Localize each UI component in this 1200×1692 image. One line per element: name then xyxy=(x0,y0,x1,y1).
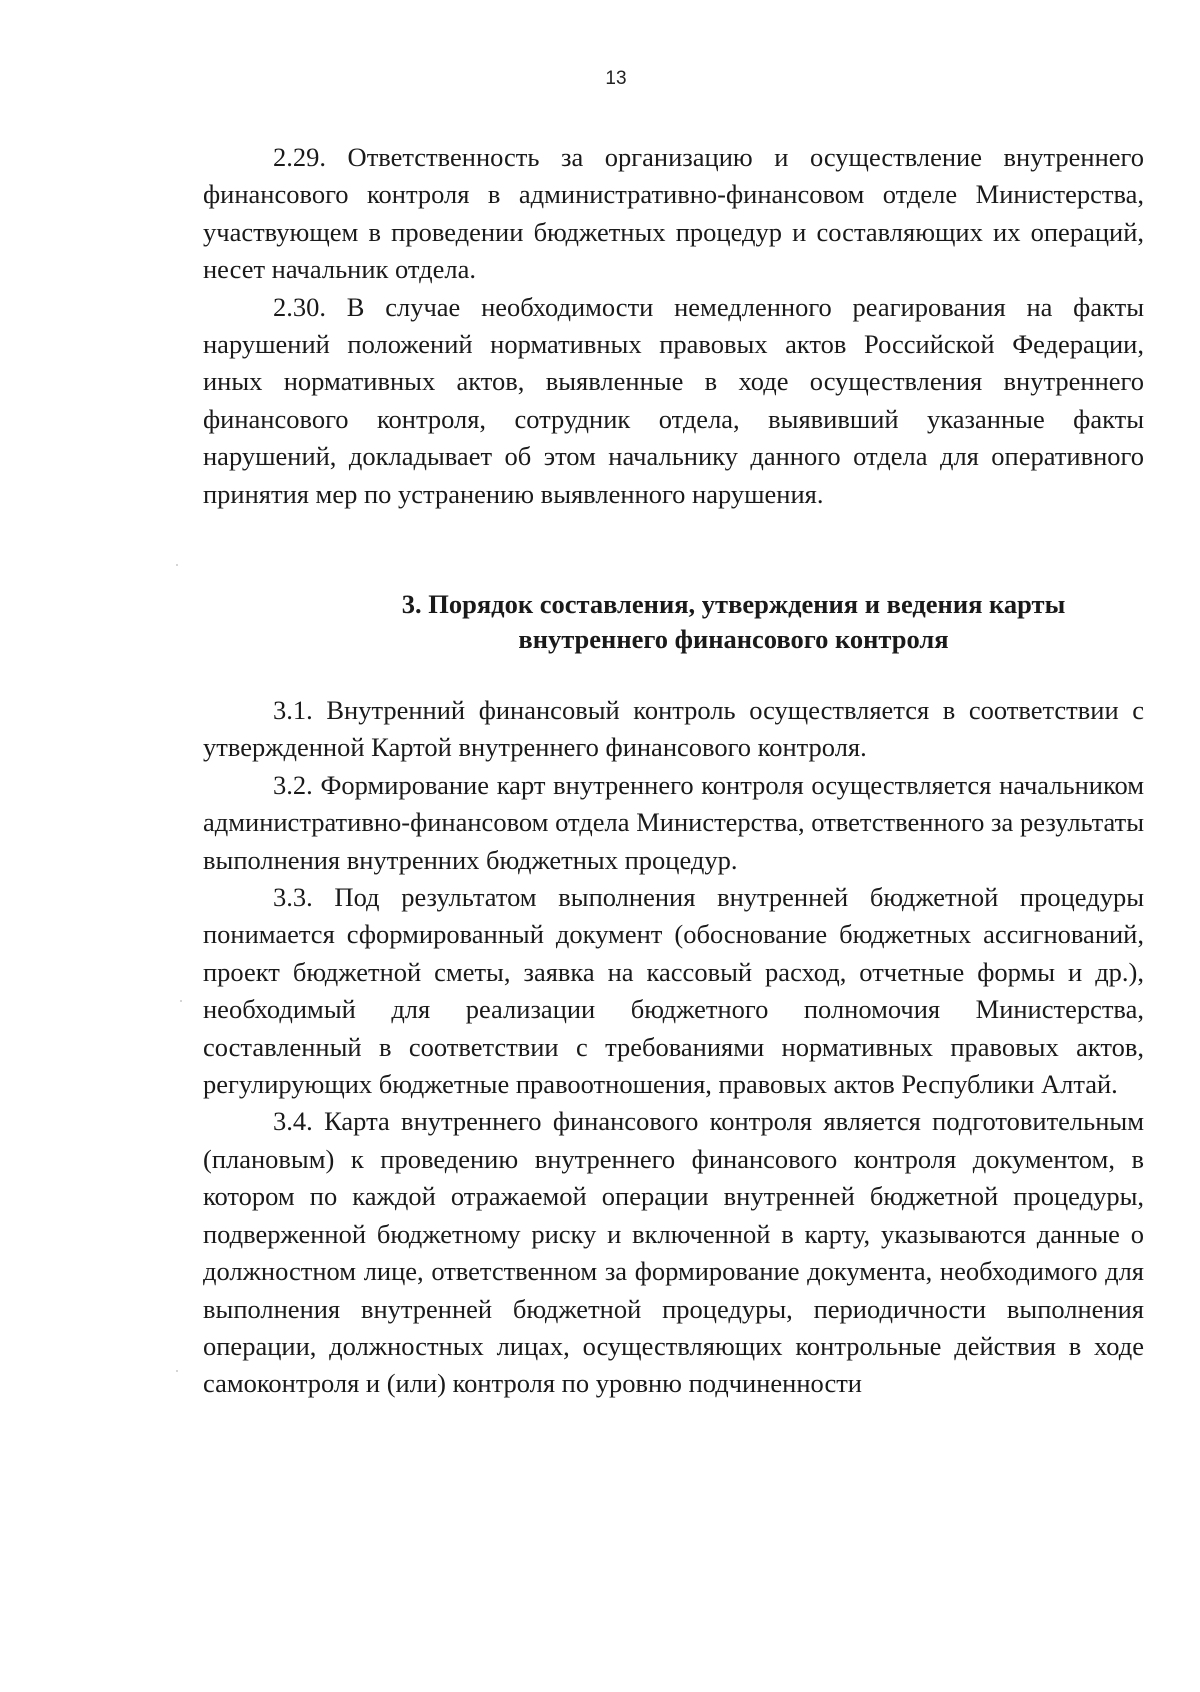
paragraph-3-3: 3.3. Под результатом выполнения внутренней бюджетной процедуры понимается сформированный документ (обоснование бюджетных ассигнований, проект бюджетной сметы, заявка на кассовый расход, отчетные формы и др.), необходимый для реализации бюджетного полномочия Министерства, составленный в соответствии с требованиями нормативных правовых актов, регулирующих бюджетные правоотношения, правовых актов Республики Алтай. xyxy=(203,882,1144,1100)
scan-speck xyxy=(176,564,178,566)
paragraph-3-4: 3.4. Карта внутреннего финансового контроля является подготовительным (плановым) к проведению внутреннего финансового контроля документом, в котором по каждой отражаемой операции внутренней бюджетной процедуры, подверженной бюджетному риску и включенной в карту, указываются данные о должностном лице, ответственном за формирование документа, необходимого для выполнения внутренней бюджетной процедуры, периодичности выполнения операции, должностных лицах, осуществляющих контрольные действия в ходе самоконтроля и (или) контроля по уровню подчиненности xyxy=(203,1106,1144,1399)
scan-speck xyxy=(176,1370,178,1372)
paragraph-3-1: 3.1. Внутренний финансовый контроль осуществляется в соответствии с утвержденной Картой внутреннего финансового контроля. xyxy=(203,695,1144,763)
scan-speck xyxy=(180,1000,182,1002)
page-number: 13 xyxy=(605,68,627,89)
text-block-before-heading xyxy=(203,139,1144,513)
paragraph-2-29: 2.29. Ответственность за организацию и осуществление внутреннего финансового контроля в административно-финансовом отделе Министерства, участвующем в проведении бюджетных процедур и составляющих их операций, несет начальник отдела. xyxy=(203,142,1144,285)
paragraph-3-2: 3.2. Формирование карт внутреннего контроля осуществляется начальником административно-финансовом отдела Министерства, ответственного за результаты выполнения внутренних бюджетных процедур. xyxy=(203,769,1144,875)
section-heading-line-1: 3. Порядок составления, утверждения и ведения карты xyxy=(401,589,1066,619)
text-block-after-heading xyxy=(203,692,1144,1403)
section-heading-line-2: внутреннего финансового контроля xyxy=(518,624,949,654)
paragraph-2-30: 2.30. В случае необходимости немедленного реагирования на факты нарушений положений нормативных правовых актов Российской Федерации, иных нормативных актов, выявленные в ходе осуществления внутреннего финансового контроля, сотрудник отдела, выявивший указанные факты нарушений, докладывает об этом начальнику данного отдела для оперативного принятия мер по устранению выявленного нарушения. xyxy=(203,291,1144,509)
section-heading xyxy=(203,587,1144,657)
